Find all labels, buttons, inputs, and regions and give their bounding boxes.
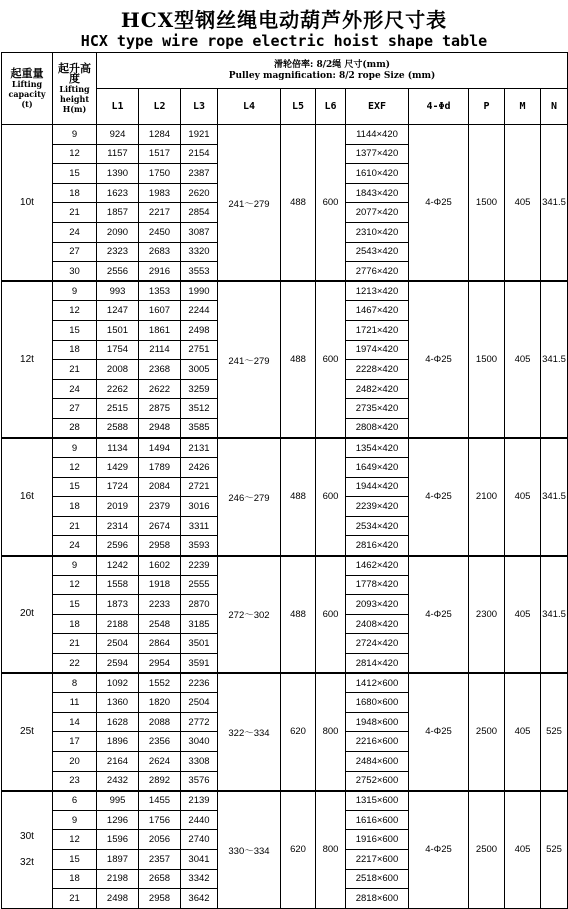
- m-cell: 405: [505, 556, 541, 674]
- l2-cell: 2217: [139, 203, 181, 223]
- l5-cell: 488: [281, 281, 316, 438]
- height-cell: 23: [53, 771, 97, 791]
- height-cell: 18: [53, 183, 97, 203]
- l2-cell: 2356: [139, 732, 181, 752]
- column-header: EXF: [346, 89, 409, 125]
- exf-cell: 1610×420: [346, 164, 409, 184]
- l3-cell: 2236: [181, 673, 218, 693]
- l3-cell: 3593: [181, 536, 218, 556]
- l3-cell: 2772: [181, 712, 218, 732]
- capacity-cell: [2, 791, 53, 909]
- height-cell: 9: [53, 556, 97, 576]
- l3-cell: 2498: [181, 320, 218, 340]
- capacity-cell: [2, 438, 53, 556]
- l1-cell: 1390: [97, 164, 139, 184]
- l1-cell: 1623: [97, 183, 139, 203]
- exf-cell: 2724×420: [346, 634, 409, 654]
- m-cell: 405: [505, 438, 541, 556]
- l5-cell: 620: [281, 673, 316, 791]
- l4-cell: 241～279: [218, 125, 281, 282]
- exf-cell: 1213×420: [346, 281, 409, 301]
- l3-cell: 3591: [181, 654, 218, 674]
- l2-cell: 1750: [139, 164, 181, 184]
- l3-cell: 2131: [181, 438, 218, 458]
- table-row: [2, 281, 568, 301]
- column-header: P: [469, 89, 505, 125]
- l1-cell: 995: [97, 791, 139, 811]
- bolt-cell: 4-Φ25: [409, 438, 469, 556]
- l3-cell: 3501: [181, 634, 218, 654]
- l1-cell: 1134: [97, 438, 139, 458]
- l5-cell: 488: [281, 556, 316, 674]
- l3-cell: 3087: [181, 222, 218, 242]
- l2-cell: 2379: [139, 497, 181, 517]
- l5-cell: 488: [281, 438, 316, 556]
- exf-cell: 1462×420: [346, 556, 409, 576]
- exf-cell: 1649×420: [346, 458, 409, 478]
- l1-cell: 2008: [97, 360, 139, 380]
- l3-cell: 3512: [181, 399, 218, 419]
- n-cell: 341.5: [541, 125, 568, 282]
- l3-cell: 2620: [181, 183, 218, 203]
- l2-cell: 1756: [139, 810, 181, 830]
- exf-cell: 1616×600: [346, 810, 409, 830]
- height-cell: 21: [53, 634, 97, 654]
- capacity-value: 20t: [20, 608, 34, 620]
- l3-cell: 2740: [181, 830, 218, 850]
- l2-cell: 2368: [139, 360, 181, 380]
- l1-cell: 1501: [97, 320, 139, 340]
- n-cell: 341.5: [541, 281, 568, 438]
- header-height-cn: 起升高度: [58, 61, 91, 85]
- l3-cell: 2154: [181, 144, 218, 164]
- exf-cell: 2735×420: [346, 399, 409, 419]
- l2-cell: 1789: [139, 458, 181, 478]
- l1-cell: 1873: [97, 595, 139, 615]
- m-cell: 405: [505, 125, 541, 282]
- p-cell: 2500: [469, 791, 505, 909]
- l1-cell: 1896: [97, 732, 139, 752]
- table-row: [2, 556, 568, 576]
- exf-cell: 2543×420: [346, 242, 409, 262]
- exf-cell: 2776×420: [346, 262, 409, 282]
- capacity-value: 30t: [20, 830, 34, 842]
- l3-cell: 3553: [181, 262, 218, 282]
- height-cell: 18: [53, 340, 97, 360]
- height-cell: 21: [53, 516, 97, 536]
- l2-cell: 2958: [139, 889, 181, 909]
- l6-cell: 600: [316, 438, 346, 556]
- l1-cell: 2504: [97, 634, 139, 654]
- l3-cell: 3185: [181, 614, 218, 634]
- p-cell: 1500: [469, 125, 505, 282]
- p-cell: 2500: [469, 673, 505, 791]
- column-header: 4-Φd: [409, 89, 469, 125]
- l3-cell: 3041: [181, 849, 218, 869]
- l3-cell: 3040: [181, 732, 218, 752]
- l3-cell: 2239: [181, 556, 218, 576]
- l3-cell: 3576: [181, 771, 218, 791]
- exf-cell: 1467×420: [346, 301, 409, 321]
- l6-cell: 800: [316, 673, 346, 791]
- capacity-cell: [2, 281, 53, 438]
- l2-cell: 1820: [139, 693, 181, 713]
- header-pulley: [97, 53, 568, 89]
- l3-cell: 3259: [181, 379, 218, 399]
- exf-cell: 1377×420: [346, 144, 409, 164]
- height-cell: 12: [53, 458, 97, 478]
- height-cell: 27: [53, 399, 97, 419]
- l2-cell: 2875: [139, 399, 181, 419]
- l2-cell: 2233: [139, 595, 181, 615]
- n-cell: 525: [541, 673, 568, 791]
- n-cell: 525: [541, 791, 568, 909]
- exf-cell: 1412×600: [346, 673, 409, 693]
- height-cell: 18: [53, 869, 97, 889]
- l2-cell: 2056: [139, 830, 181, 850]
- height-cell: 12: [53, 830, 97, 850]
- header-pulley-en: Pulley magnification: 8/2 rope Size (mm): [228, 70, 436, 81]
- l1-cell: 2596: [97, 536, 139, 556]
- l1-cell: 1628: [97, 712, 139, 732]
- l4-cell: 246～279: [218, 438, 281, 556]
- bolt-cell: 4-Φ25: [409, 673, 469, 791]
- exf-cell: 2484×600: [346, 752, 409, 772]
- l2-cell: 2916: [139, 262, 181, 282]
- l1-cell: 1092: [97, 673, 139, 693]
- l1-cell: 2019: [97, 497, 139, 517]
- exf-cell: 1315×600: [346, 791, 409, 811]
- capacity-value: 10t: [20, 196, 34, 208]
- l3-cell: 3320: [181, 242, 218, 262]
- l2-cell: 2658: [139, 869, 181, 889]
- height-cell: 6: [53, 791, 97, 811]
- p-cell: 2300: [469, 556, 505, 674]
- exf-cell: 2408×420: [346, 614, 409, 634]
- capacity-value: 25t: [20, 725, 34, 737]
- l4-cell: 241～279: [218, 281, 281, 438]
- l2-cell: 2864: [139, 634, 181, 654]
- exf-cell: 2310×420: [346, 222, 409, 242]
- l5-cell: 620: [281, 791, 316, 909]
- height-cell: 9: [53, 810, 97, 830]
- height-cell: 12: [53, 301, 97, 321]
- l2-cell: 1353: [139, 281, 181, 301]
- column-header: M: [505, 89, 541, 125]
- l2-cell: 2954: [139, 654, 181, 674]
- height-cell: 24: [53, 379, 97, 399]
- l1-cell: 2556: [97, 262, 139, 282]
- l1-cell: 2188: [97, 614, 139, 634]
- exf-cell: 2228×420: [346, 360, 409, 380]
- table-row: [2, 791, 568, 811]
- l3-cell: 2854: [181, 203, 218, 223]
- l4-cell: 272～302: [218, 556, 281, 674]
- n-cell: 341.5: [541, 438, 568, 556]
- column-header: L1: [97, 89, 139, 125]
- l3-cell: 2555: [181, 575, 218, 595]
- l2-cell: 1494: [139, 438, 181, 458]
- l2-cell: 2948: [139, 418, 181, 438]
- l6-cell: 600: [316, 281, 346, 438]
- l1-cell: 2198: [97, 869, 139, 889]
- l3-cell: 3005: [181, 360, 218, 380]
- l1-cell: 1242: [97, 556, 139, 576]
- l2-cell: 1517: [139, 144, 181, 164]
- shape-table: [1, 52, 568, 909]
- l1-cell: 2164: [97, 752, 139, 772]
- height-cell: 9: [53, 125, 97, 145]
- m-cell: 405: [505, 791, 541, 909]
- l5-cell: 488: [281, 125, 316, 282]
- height-cell: 9: [53, 438, 97, 458]
- l1-cell: 2090: [97, 222, 139, 242]
- capacity-value: 32t: [20, 856, 34, 868]
- bolt-cell: 4-Φ25: [409, 791, 469, 909]
- l6-cell: 600: [316, 556, 346, 674]
- l2-cell: 2674: [139, 516, 181, 536]
- exf-cell: 2093×420: [346, 595, 409, 615]
- exf-cell: 2534×420: [346, 516, 409, 536]
- header-height-en: Lifting height H(m): [59, 83, 90, 114]
- capacity-cell: [2, 673, 53, 791]
- exf-cell: 2808×420: [346, 418, 409, 438]
- l1-cell: 1429: [97, 458, 139, 478]
- l3-cell: 3308: [181, 752, 218, 772]
- l1-cell: 1296: [97, 810, 139, 830]
- height-cell: 21: [53, 360, 97, 380]
- l3-cell: 2244: [181, 301, 218, 321]
- l2-cell: 2683: [139, 242, 181, 262]
- n-cell: 341.5: [541, 556, 568, 674]
- l3-cell: 2139: [181, 791, 218, 811]
- page-title: HCX型钢丝绳电动葫芦外形尺寸表: [120, 8, 448, 32]
- exf-cell: 1916×600: [346, 830, 409, 850]
- header-height: [53, 53, 97, 125]
- capacity-cell: [2, 125, 53, 282]
- l2-cell: 1552: [139, 673, 181, 693]
- height-cell: 17: [53, 732, 97, 752]
- height-cell: 12: [53, 144, 97, 164]
- l1-cell: 2432: [97, 771, 139, 791]
- column-header: L6: [316, 89, 346, 125]
- l3-cell: 3342: [181, 869, 218, 889]
- l2-cell: 1983: [139, 183, 181, 203]
- exf-cell: 2077×420: [346, 203, 409, 223]
- exf-cell: 1721×420: [346, 320, 409, 340]
- bolt-cell: 4-Φ25: [409, 125, 469, 282]
- l3-cell: 2504: [181, 693, 218, 713]
- l3-cell: 2387: [181, 164, 218, 184]
- height-cell: 15: [53, 164, 97, 184]
- l2-cell: 1607: [139, 301, 181, 321]
- l3-cell: 3585: [181, 418, 218, 438]
- exf-cell: 1944×420: [346, 477, 409, 497]
- header-pulley-cn: 滑轮倍率: 8/2绳 尺寸(mm): [274, 59, 390, 70]
- column-header: L5: [281, 89, 316, 125]
- l1-cell: 1754: [97, 340, 139, 360]
- l2-cell: 2357: [139, 849, 181, 869]
- l1-cell: 2588: [97, 418, 139, 438]
- l4-cell: 322～334: [218, 673, 281, 791]
- exf-cell: 2818×600: [346, 889, 409, 909]
- column-header: L3: [181, 89, 218, 125]
- l1-cell: 2262: [97, 379, 139, 399]
- exf-cell: 1974×420: [346, 340, 409, 360]
- height-cell: 24: [53, 222, 97, 242]
- l1-cell: 1724: [97, 477, 139, 497]
- l3-cell: 1921: [181, 125, 218, 145]
- l3-cell: 2440: [181, 810, 218, 830]
- height-cell: 21: [53, 889, 97, 909]
- height-cell: 15: [53, 595, 97, 615]
- l3-cell: 2751: [181, 340, 218, 360]
- l1-cell: 924: [97, 125, 139, 145]
- l1-cell: 2594: [97, 654, 139, 674]
- exf-cell: 2518×600: [346, 869, 409, 889]
- l1-cell: 1857: [97, 203, 139, 223]
- l2-cell: 1918: [139, 575, 181, 595]
- height-cell: 8: [53, 673, 97, 693]
- l3-cell: 1990: [181, 281, 218, 301]
- l1-cell: 1157: [97, 144, 139, 164]
- header-capacity: [2, 53, 53, 125]
- l1-cell: 1897: [97, 849, 139, 869]
- l2-cell: 1284: [139, 125, 181, 145]
- l1-cell: 1247: [97, 301, 139, 321]
- height-cell: 12: [53, 575, 97, 595]
- m-cell: 405: [505, 281, 541, 438]
- l1-cell: 2323: [97, 242, 139, 262]
- table-row: [2, 125, 568, 145]
- column-header: L2: [139, 89, 181, 125]
- height-cell: 14: [53, 712, 97, 732]
- exf-cell: 1843×420: [346, 183, 409, 203]
- height-cell: 27: [53, 242, 97, 262]
- l1-cell: 2314: [97, 516, 139, 536]
- l1-cell: 2515: [97, 399, 139, 419]
- exf-cell: 2239×420: [346, 497, 409, 517]
- l2-cell: 2622: [139, 379, 181, 399]
- l2-cell: 1602: [139, 556, 181, 576]
- height-cell: 11: [53, 693, 97, 713]
- capacity-cell: [2, 556, 53, 674]
- header-capacity-en: Lifting capacity (t): [8, 78, 46, 109]
- l3-cell: 2870: [181, 595, 218, 615]
- table-row: [2, 438, 568, 458]
- l1-cell: 2498: [97, 889, 139, 909]
- exf-cell: 2216×600: [346, 732, 409, 752]
- page-subtitle: HCX type wire rope electric hoist shape table: [80, 32, 488, 50]
- exf-cell: 2816×420: [346, 536, 409, 556]
- l4-cell: 330～334: [218, 791, 281, 909]
- p-cell: 2100: [469, 438, 505, 556]
- l3-cell: 3642: [181, 889, 218, 909]
- l6-cell: 600: [316, 125, 346, 282]
- height-cell: 18: [53, 497, 97, 517]
- l2-cell: 2114: [139, 340, 181, 360]
- l3-cell: 2721: [181, 477, 218, 497]
- l1-cell: 993: [97, 281, 139, 301]
- height-cell: 9: [53, 281, 97, 301]
- l2-cell: 2548: [139, 614, 181, 634]
- exf-cell: 2482×420: [346, 379, 409, 399]
- l1-cell: 1558: [97, 575, 139, 595]
- l2-cell: 2624: [139, 752, 181, 772]
- exf-cell: 2752×600: [346, 771, 409, 791]
- l3-cell: 3311: [181, 516, 218, 536]
- height-cell: 18: [53, 614, 97, 634]
- exf-cell: 2217×600: [346, 849, 409, 869]
- l6-cell: 800: [316, 791, 346, 909]
- exf-cell: 1778×420: [346, 575, 409, 595]
- l2-cell: 1455: [139, 791, 181, 811]
- height-cell: 24: [53, 536, 97, 556]
- bolt-cell: 4-Φ25: [409, 281, 469, 438]
- l1-cell: 1360: [97, 693, 139, 713]
- column-header: N: [541, 89, 568, 125]
- exf-cell: 1144×420: [346, 125, 409, 145]
- exf-cell: 1948×600: [346, 712, 409, 732]
- capacity-value: 12t: [20, 353, 34, 365]
- l3-cell: 3016: [181, 497, 218, 517]
- l2-cell: 2088: [139, 712, 181, 732]
- l2-cell: 2958: [139, 536, 181, 556]
- header-capacity-cn: 起重量: [10, 66, 44, 80]
- exf-cell: 1354×420: [346, 438, 409, 458]
- bolt-cell: 4-Φ25: [409, 556, 469, 674]
- exf-cell: 1680×600: [346, 693, 409, 713]
- l2-cell: 2084: [139, 477, 181, 497]
- capacity-value: 16t: [20, 490, 34, 502]
- exf-cell: 2814×420: [346, 654, 409, 674]
- l1-cell: 1596: [97, 830, 139, 850]
- height-cell: 15: [53, 320, 97, 340]
- l2-cell: 2892: [139, 771, 181, 791]
- height-cell: 15: [53, 849, 97, 869]
- column-header: L4: [218, 89, 281, 125]
- l3-cell: 2426: [181, 458, 218, 478]
- height-cell: 20: [53, 752, 97, 772]
- height-cell: 30: [53, 262, 97, 282]
- p-cell: 1500: [469, 281, 505, 438]
- height-cell: 22: [53, 654, 97, 674]
- table-row: [2, 673, 568, 693]
- height-cell: 28: [53, 418, 97, 438]
- height-cell: 15: [53, 477, 97, 497]
- m-cell: 405: [505, 673, 541, 791]
- height-cell: 21: [53, 203, 97, 223]
- l2-cell: 2450: [139, 222, 181, 242]
- l2-cell: 1861: [139, 320, 181, 340]
